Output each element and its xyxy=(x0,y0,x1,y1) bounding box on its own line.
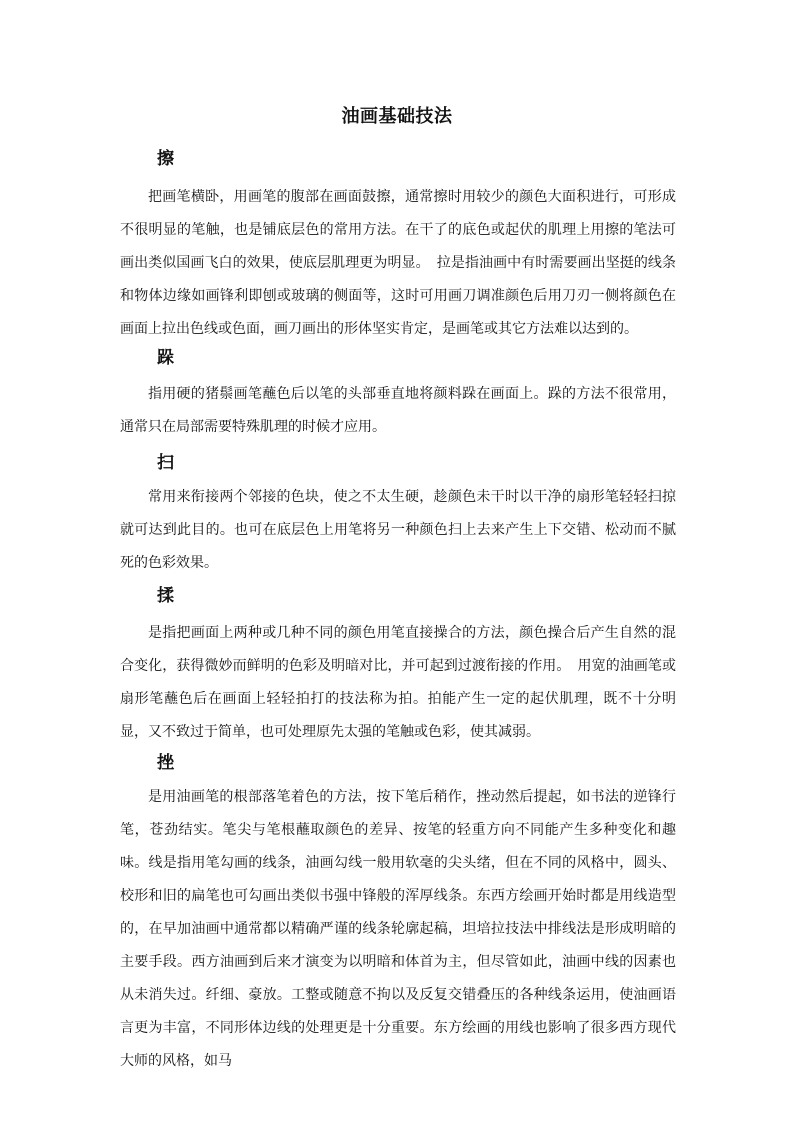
section-heading-cuo: 挫 xyxy=(157,753,174,773)
section-paragraph-sao: 常用来衔接两个邻接的色块，使之不太生硬，趁颜色未干时以干净的扇形笔轻轻扫掠就可达到此目的。也可在底层色上用笔将另一种颜色扫上去来产生上下交错、松动而不腻死的色彩效果。 xyxy=(120,489,676,571)
section-heading-sao: 扫 xyxy=(157,453,174,473)
document-title: 油画基础技法 xyxy=(341,106,453,127)
section-paragraph-duo: 指用硬的猪鬃画笔蘸色后以笔的头部垂直地将颜料跺在画面上。跺的方法不很常用，通常只在局部需要特殊肌理的时候才应用。 xyxy=(120,386,676,435)
section-paragraph-ca: 把画笔横卧，用画笔的腹部在画面鼓擦，通常擦时用较少的颜色大面积进行，可形成不很明显的笔触，也是铺底层色的常用方法。在干了的底色或起伏的肌理上用擦的笔法可画出类似国画飞白的效果，使底层肌理更为明显。 拉是指油画中有时需要画出坚挺的线条和物体边缘如画锋利即刨或玻璃的侧面等，这时可用画刀调准颜色后用刀刃一侧将颜色在画面上拉出色线或色面，画刀画出的形体坚实肯定，是画笔或其它方法难以达到的。 xyxy=(120,189,676,337)
section-paragraph-cuo: 是用油画笔的根部落笔着色的方法，按下笔后稍作，挫动然后提起，如书法的逆锋行笔，苍劲结实。笔尖与笔根蘸取颜色的差异、按笔的轻重方向不同能产生多种变化和趣味。线是指用笔勾画的线条，油画勾线一般用软毫的尖头绪，但在不同的风格中，圆头、校形和旧的扁笔也可勾画出类似书强中锋般的浑厚线条。东西方绘画开始时都是用线造型的，在早加油画中通常都以精确严谨的线条轮廓起稿，坦培拉技法中排线法是形成明暗的主要手段。西方油画到后来才演变为以明暗和体首为主，但尽管如此，油画中线的因素也从未消失过。纤细、豪放。工整或随意不拘以及反复交错叠压的各种线条运用，使油画语言更为丰富，不同形体边线的处理更是十分重要。东方绘画的用线也影响了很多西方现代大师的风格，如马 xyxy=(120,789,676,1069)
section-paragraph-rou: 是指把画面上两种或几种不同的颜色用笔直接操合的方法，颜色操合后产生自然的混合变化，获得微妙而鲜明的色彩及明暗对比，并可起到过渡衔接的作用。 用宽的油画笔或扇形笔蘸色后在画面上轻轻拍打的技法称为拍。拍能产生一定的起伏肌理，既不十分明显，又不致过于简单，也可处理原先太强的笔触或色彩，使其减弱。 xyxy=(120,625,676,740)
section-heading-duo: 跺 xyxy=(157,348,174,368)
section-heading-rou: 揉 xyxy=(157,586,174,606)
section-heading-ca: 擦 xyxy=(157,149,174,169)
